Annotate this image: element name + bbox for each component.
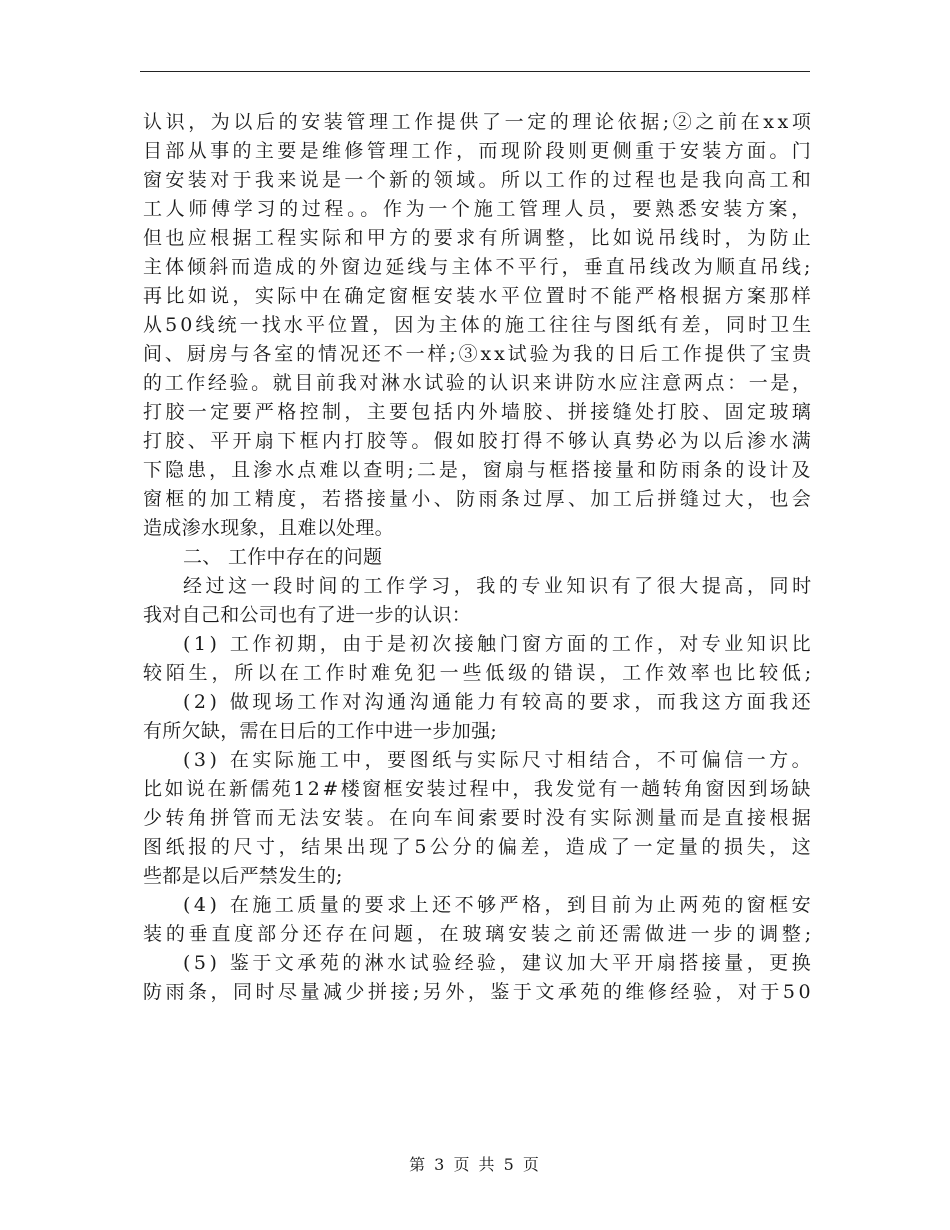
text-line: 工人师傅学习的过程。。作为一个施工管理人员，要熟悉安装方案， <box>143 198 814 220</box>
text-line: 目部从事的主要是维修管理工作，而现阶段则更侧重于安装方面。门 <box>143 140 815 162</box>
text-line: 打胶一定要严格控制，主要包括内外墙胶、拼接缝处打胶、固定玻璃 <box>143 401 815 423</box>
text-line: 从50线统一找水平位置，因为主体的施工往往与图纸有差，同时卫生 <box>143 314 815 336</box>
text-line: 些都是以后严禁发生的; <box>143 865 343 887</box>
text-line: (5) 鉴于文承苑的淋水试验经验，建议加大平开扇搭接量，更换 <box>183 952 815 974</box>
header-rule <box>140 71 810 72</box>
text-line: 的工作经验。就目前我对淋水试验的认识来讲防水应注意两点：一是， <box>143 372 814 394</box>
text-line: 下隐患，且渗水点难以查明;二是，窗扇与框搭接量和防雨条的设计及 <box>143 459 814 481</box>
text-line: 较陌生，所以在工作时难免犯一些低级的错误，工作效率也比较低; <box>143 662 815 684</box>
text-line: (1) 工作初期，由于是初次接触门窗方面的工作，对专业知识比 <box>183 633 815 655</box>
text-line: 间、厨房与各室的情况还不一样;③xx试验为我的日后工作提供了宝贵 <box>143 343 815 365</box>
text-line: 主体倾斜而造成的外窗边延线与主体不平行，垂直吊线改为顺直吊线; <box>143 256 814 278</box>
text-line: (4) 在施工质量的要求上还不够严格，到目前为止两苑的窗框安 <box>183 894 815 916</box>
text-line: 经过这一段时间的工作学习，我的专业知识有了很大提高，同时 <box>183 575 815 597</box>
text-line: (2) 做现场工作对沟通沟通能力有较高的要求，而我这方面我还 <box>183 691 815 713</box>
text-line: 窗框的加工精度，若搭接量小、防雨条过厚、加工后拼缝过大，也会 <box>143 488 815 510</box>
text-line: 窗安装对于我来说是一个新的领域。所以工作的过程也是我向高工和 <box>143 169 815 191</box>
text-line: 装的垂直度部分还存在问题，在玻璃安装之前还需做进一步的调整; <box>143 923 815 945</box>
text-line: 再比如说，实际中在确定窗框安装水平位置时不能严格根据方案那样 <box>143 285 815 307</box>
text-line: 比如说在新儒苑12#楼窗框安装过程中，我发觉有一趟转角窗因到场缺 <box>143 778 813 800</box>
text-line: 造成渗水现象，且难以处理。 <box>143 517 394 539</box>
page-number: 第 3 页 共 5 页 <box>409 1155 541 1174</box>
text-line: 打胶、平开扇下框内打胶等。假如胶打得不够认真势必为以后渗水满 <box>143 430 815 452</box>
text-line: 有所欠缺，需在日后的工作中进一步加强; <box>143 720 498 742</box>
text-line: 图纸报的尺寸，结果出现了5公分的偏差，造成了一定量的损失，这 <box>143 836 815 858</box>
text-line: 我对自己和公司也有了进一步的认识： <box>143 604 472 626</box>
text-line: 防雨条，同时尽量减少拼接;另外，鉴于文承苑的维修经验，对于50 <box>143 981 815 1003</box>
text-line: 少转角拼管而无法安装。在向车间索要时没有实际测量而是直接根据 <box>143 807 815 829</box>
text-line: 认识，为以后的安装管理工作提供了一定的理论依据;②之前在xx项 <box>143 111 815 133</box>
text-line: (3) 在实际施工中，要图纸与实际尺寸相结合，不可偏信一方。 <box>183 749 815 771</box>
section-heading: 二、 工作中存在的问题 <box>183 546 383 568</box>
text-line: 但也应根据工程实际和甲方的要求有所调整，比如说吊线时，为防止 <box>143 227 815 249</box>
